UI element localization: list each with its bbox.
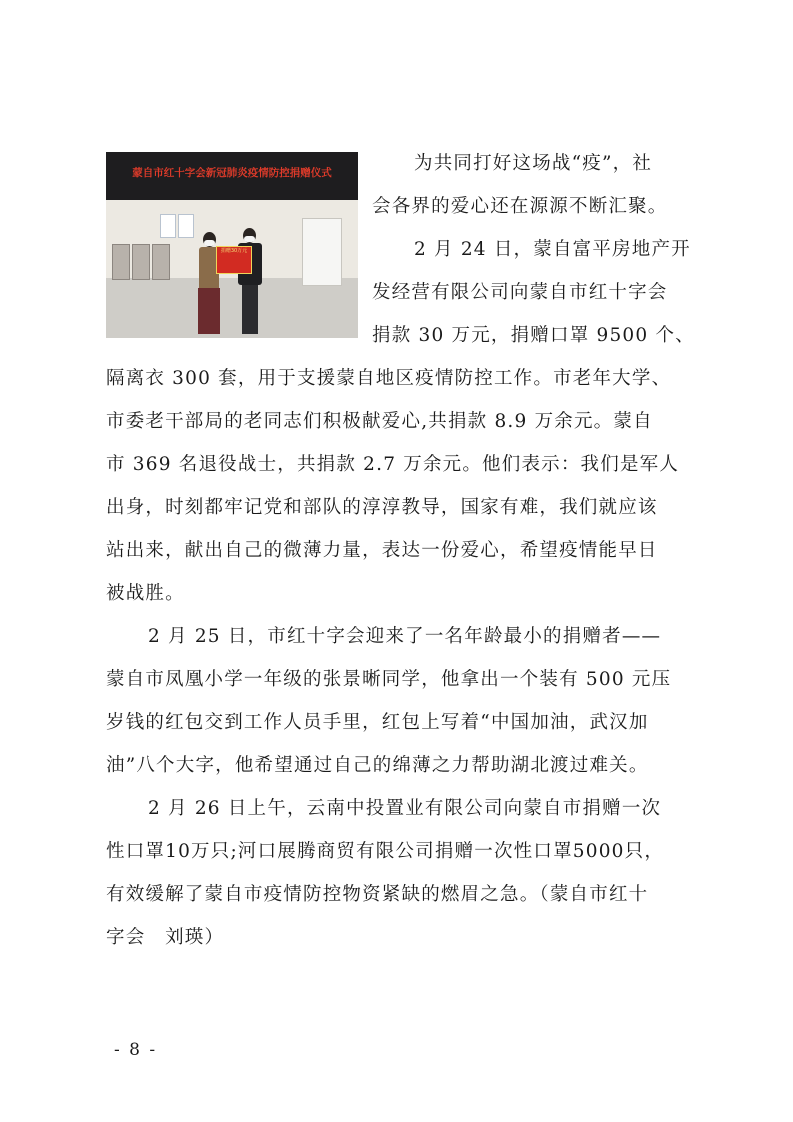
paragraph-line: 蒙自市凤凰小学一年级的张景晰同学，他拿出一个装有 500 元压 bbox=[106, 669, 672, 690]
paragraph-line: 2 月 24 日，蒙自富平房地产开 bbox=[414, 239, 691, 260]
banner-text: 蒙自市红十字会新冠肺炎疫情防控捐赠仪式 bbox=[132, 167, 332, 179]
paragraph-line: 字会 刘瑛） bbox=[106, 927, 225, 948]
face-mask bbox=[244, 236, 255, 242]
wall-poster bbox=[178, 214, 194, 238]
paragraph-line: 市 369 名退役战士，共捐款 2.7 万余元。他们表示：我们是军人 bbox=[106, 454, 680, 475]
face-mask bbox=[204, 240, 215, 246]
paragraph-line: 油”八个大字，他希望通过自己的绵薄之力帮助湖北渡过难关。 bbox=[106, 755, 649, 776]
ceremony-banner bbox=[106, 152, 358, 200]
wall-poster bbox=[160, 214, 176, 238]
paragraph-line: 2 月 25 日，市红十字会迎来了一名年龄最小的捐赠者—— bbox=[148, 626, 662, 647]
paragraph-line: 站出来，献出自己的微薄力量，表达一份爱心，希望疫情能早日 bbox=[106, 540, 658, 561]
photo-door bbox=[302, 218, 342, 286]
display-rack bbox=[112, 244, 130, 280]
photo-floor bbox=[106, 278, 358, 338]
display-rack bbox=[152, 244, 170, 280]
donation-sign bbox=[216, 246, 252, 274]
display-rack bbox=[132, 244, 150, 280]
paragraph-line: 为共同打好这场战“疫”，社 bbox=[414, 153, 653, 174]
paragraph-line: 2 月 26 日上午，云南中投置业有限公司向蒙自市捐赠一次 bbox=[148, 798, 662, 819]
paragraph-line: 捐款 30 万元，捐赠口罩 9500 个、 bbox=[372, 325, 695, 346]
paragraph-line: 发经营有限公司向蒙自市红十字会 bbox=[372, 282, 668, 303]
sign-text: 捐赠30万元 bbox=[220, 248, 248, 254]
paragraph-line: 市委老干部局的老同志们积极献爱心,共捐款 8.9 万余元。蒙自 bbox=[106, 411, 653, 432]
paragraph-line: 出身，时刻都牢记党和部队的淳淳教导，国家有难，我们就应该 bbox=[106, 497, 658, 518]
paragraph-line: 会各界的爱心还在源源不断汇聚。 bbox=[372, 196, 668, 217]
recipient-person bbox=[238, 228, 262, 334]
paragraph-line: 被战胜。 bbox=[106, 583, 185, 604]
paragraph-line: 有效缓解了蒙自市疫情防控物资紧缺的燃眉之急。（蒙自市红十 bbox=[106, 884, 649, 905]
paragraph-line: 岁钱的红包交到工作人员手里，红包上写着“中国加油，武汉加 bbox=[106, 712, 649, 733]
donation-ceremony-photo bbox=[106, 152, 358, 338]
paragraph-line: 隔离衣 300 套，用于支援蒙自地区疫情防控工作。市老年大学、 bbox=[106, 368, 672, 389]
paragraph-line: 性口罩10万只;河口展腾商贸有限公司捐赠一次性口罩5000只， bbox=[106, 841, 665, 862]
page-number: - 8 - bbox=[114, 1040, 158, 1060]
